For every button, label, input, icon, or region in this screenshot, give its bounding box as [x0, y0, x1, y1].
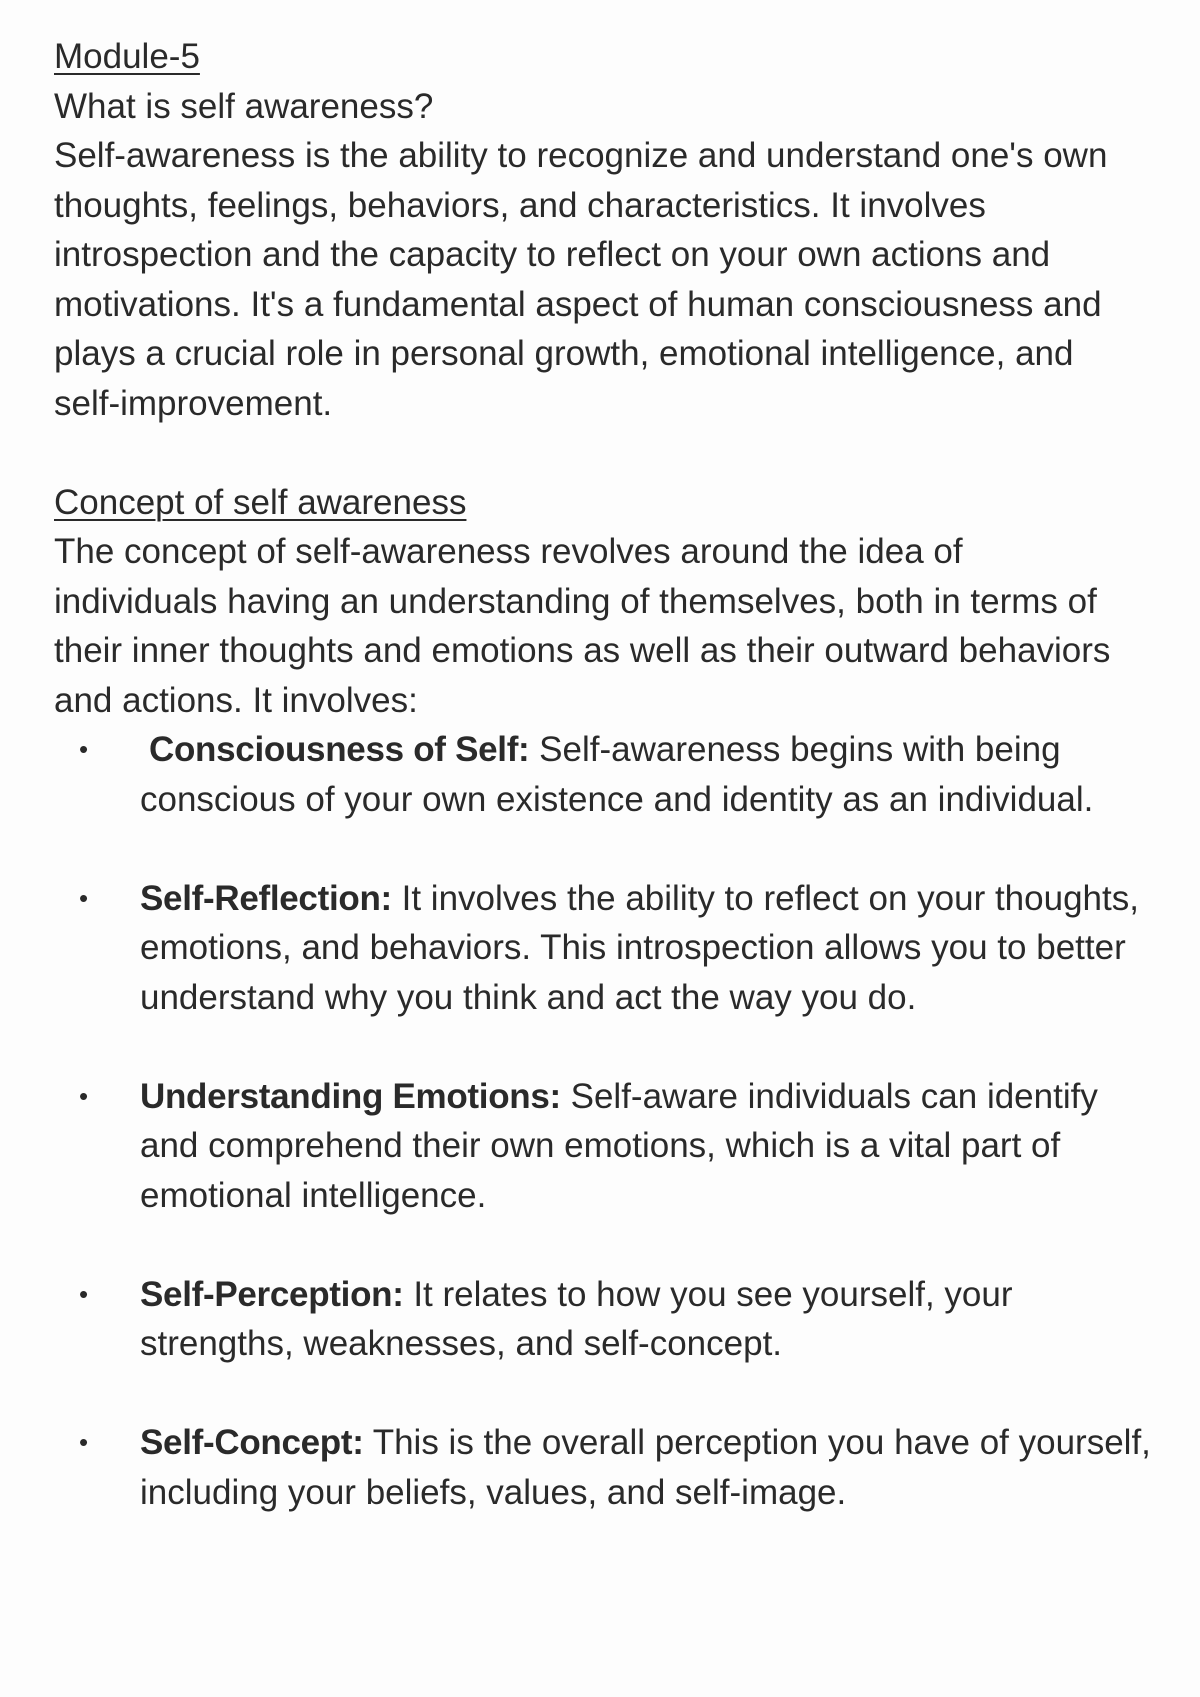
bullet-icon: •	[79, 734, 89, 764]
bullet-text: Self-aware individuals can identify and comprehend their own emotions, which is a vital part of emotional intelligence.	[140, 1076, 1098, 1215]
bullet-term: Understanding Emotions:	[140, 1076, 561, 1116]
question-heading: What is self awareness?	[54, 86, 434, 126]
bullet-term: Consciousness of Self:	[149, 730, 530, 769]
bullet-icon: •	[79, 1080, 89, 1111]
bullet-item-consciousness-of-self	[54, 725, 1160, 824]
concept-bullet-list	[54, 725, 1160, 1517]
intro-paragraph: Self-awareness is the ability to recognize and understand one's own thoughts, feelings, behaviors, and characteristics. It involves introspection and the capacity to reflect on your own actions and motivations. It's a fundamental aspect of human consciousness and plays a crucial role in personal growth, emotional intelligence, and self-improvement.	[54, 136, 1108, 423]
bullet-text: It relates to how you see yourself, your strengths, weaknesses, and self-concept.	[140, 1274, 1013, 1363]
concept-paragraph: The concept of self-awareness revolves around the idea of individuals having an understanding of themselves, both in terms of their inner thoughts and emotions as well as their outward behaviors and actions. It involves:	[54, 532, 1111, 720]
bullet-item-understanding-emotions	[54, 1072, 1160, 1221]
module-title: Module-5	[54, 37, 200, 76]
bullet-term: Self-Perception:	[140, 1274, 404, 1314]
bullet-item-self-perception	[54, 1270, 1160, 1369]
bullet-item-self-concept	[54, 1418, 1160, 1517]
bullet-text: This is the overall perception you have of yourself, including your beliefs, values, and self-image.	[140, 1423, 1151, 1512]
section-spacer	[54, 428, 1160, 478]
bullet-term: Self-Reflection:	[140, 878, 392, 918]
bullet-text: Self-awareness begins with being conscious of your own existence and identity as an individual.	[140, 730, 1094, 819]
bullet-icon: •	[79, 882, 89, 913]
concept-heading: Concept of self awareness	[54, 482, 467, 522]
bullet-term: Self-Concept:	[140, 1423, 364, 1462]
bullet-text: It involves the ability to reflect on your thoughts, emotions, and behaviors. This introspection allows you to better understand why you think and act the way you do.	[140, 878, 1139, 1017]
bullet-item-self-reflection	[54, 874, 1160, 1023]
bullet-icon: •	[79, 1427, 89, 1457]
bullet-icon: •	[79, 1278, 89, 1309]
